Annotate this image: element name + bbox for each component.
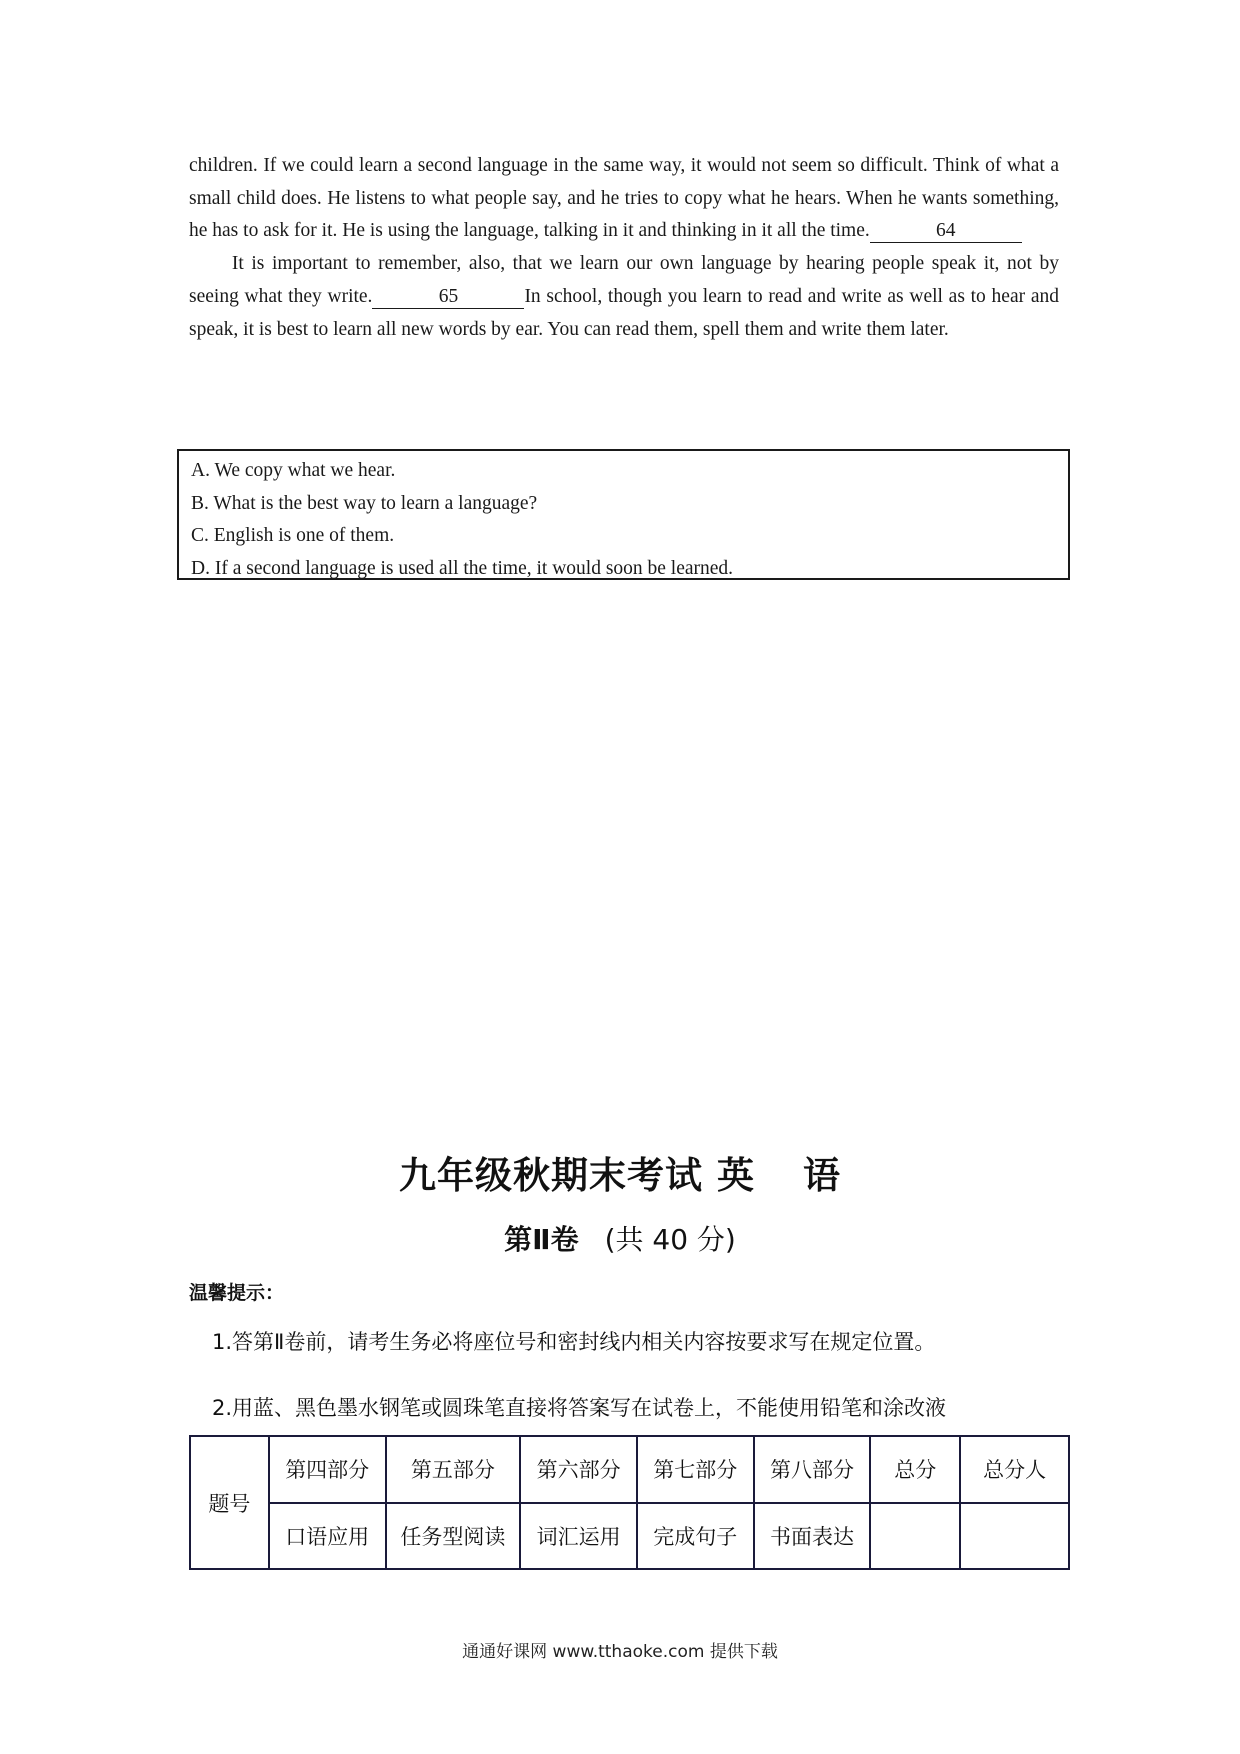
paragraph-2-text-before: It is important to remember, also, that we learn our own language by hearing people speak it, not by seeing what they write.: [189, 253, 1059, 307]
section-5-name: 任务型阅读: [386, 1503, 521, 1570]
paragraph-2-text-after: In school, though you learn to read and write as well as to hear and speak, it is best to learn all new words by ear. You can read them, spell them and write them later.: [189, 285, 1059, 340]
scorer-cell[interactable]: [960, 1503, 1069, 1570]
total-score-cell[interactable]: [870, 1503, 960, 1570]
exam-title: [0, 1145, 1240, 1199]
exam-title-subject-1: 英: [716, 1154, 755, 1197]
volume-label: 第Ⅱ卷: [504, 1223, 579, 1256]
option-c: C. English is one of them.: [191, 525, 395, 546]
section-4-name: 口语应用: [269, 1503, 386, 1570]
option-b: B. What is the best way to learn a language?: [191, 492, 538, 514]
blank-64: 64: [870, 220, 1022, 243]
tip-item-2: 2.用蓝、黑色墨水钢笔或圆珠笔直接将答案写在试卷上，不能使用铅笔和涂改液: [212, 1396, 947, 1420]
score-table-header-row: [190, 1436, 1069, 1503]
row-header-cell: 题号: [190, 1436, 269, 1569]
option-d: D. If a second language is used all the time, it would soon be learned.: [191, 557, 734, 579]
passage-paragraph-1: [189, 150, 1059, 248]
blank-65: 65: [372, 286, 524, 309]
score-table-name-row: [190, 1503, 1069, 1570]
section-7-name: 完成句子: [637, 1503, 754, 1570]
exam-subtitle: [0, 1218, 1240, 1258]
score-table: [189, 1435, 1070, 1570]
points-label: (共 40 分): [604, 1223, 736, 1256]
section-7-cell: 第七部分: [637, 1436, 754, 1503]
scorer-header: 总分人: [960, 1436, 1069, 1503]
section-5-cell: 第五部分: [386, 1436, 521, 1503]
page-footer: 通通好课网 www.tthaoke.com 提供下载: [462, 1642, 778, 1662]
exam-title-main: 九年级秋期末考试: [399, 1154, 704, 1197]
section-6-name: 词汇运用: [520, 1503, 637, 1570]
section-8-cell: 第八部分: [754, 1436, 871, 1503]
total-score-header: 总分: [870, 1436, 960, 1503]
paragraph-1-text: children. If we could learn a second language in the same way, it would not seem so difficult. Think of what a small child does. He listens to what people say, and he tries to copy what he hears. When he wants something, he has to ask for it. He is using the language, talking in it and thinking in it all the time.: [189, 155, 1059, 242]
option-a: A. We copy what we hear.: [191, 460, 396, 481]
section-8-name: 书面表达: [754, 1503, 871, 1570]
section-4-cell: 第四部分: [269, 1436, 386, 1503]
tips-heading: 温馨提示：: [189, 1282, 285, 1304]
answer-options-box: [177, 449, 1070, 580]
passage-paragraph-2: [189, 248, 1059, 346]
reading-passage: [189, 150, 1059, 346]
section-6-cell: 第六部分: [520, 1436, 637, 1503]
tip-item-1: 1.答第Ⅱ卷前，请考生务必将座位号和密封线内相关内容按要求写在规定位置。: [212, 1330, 936, 1354]
exam-title-subject-2: 语: [802, 1154, 841, 1197]
